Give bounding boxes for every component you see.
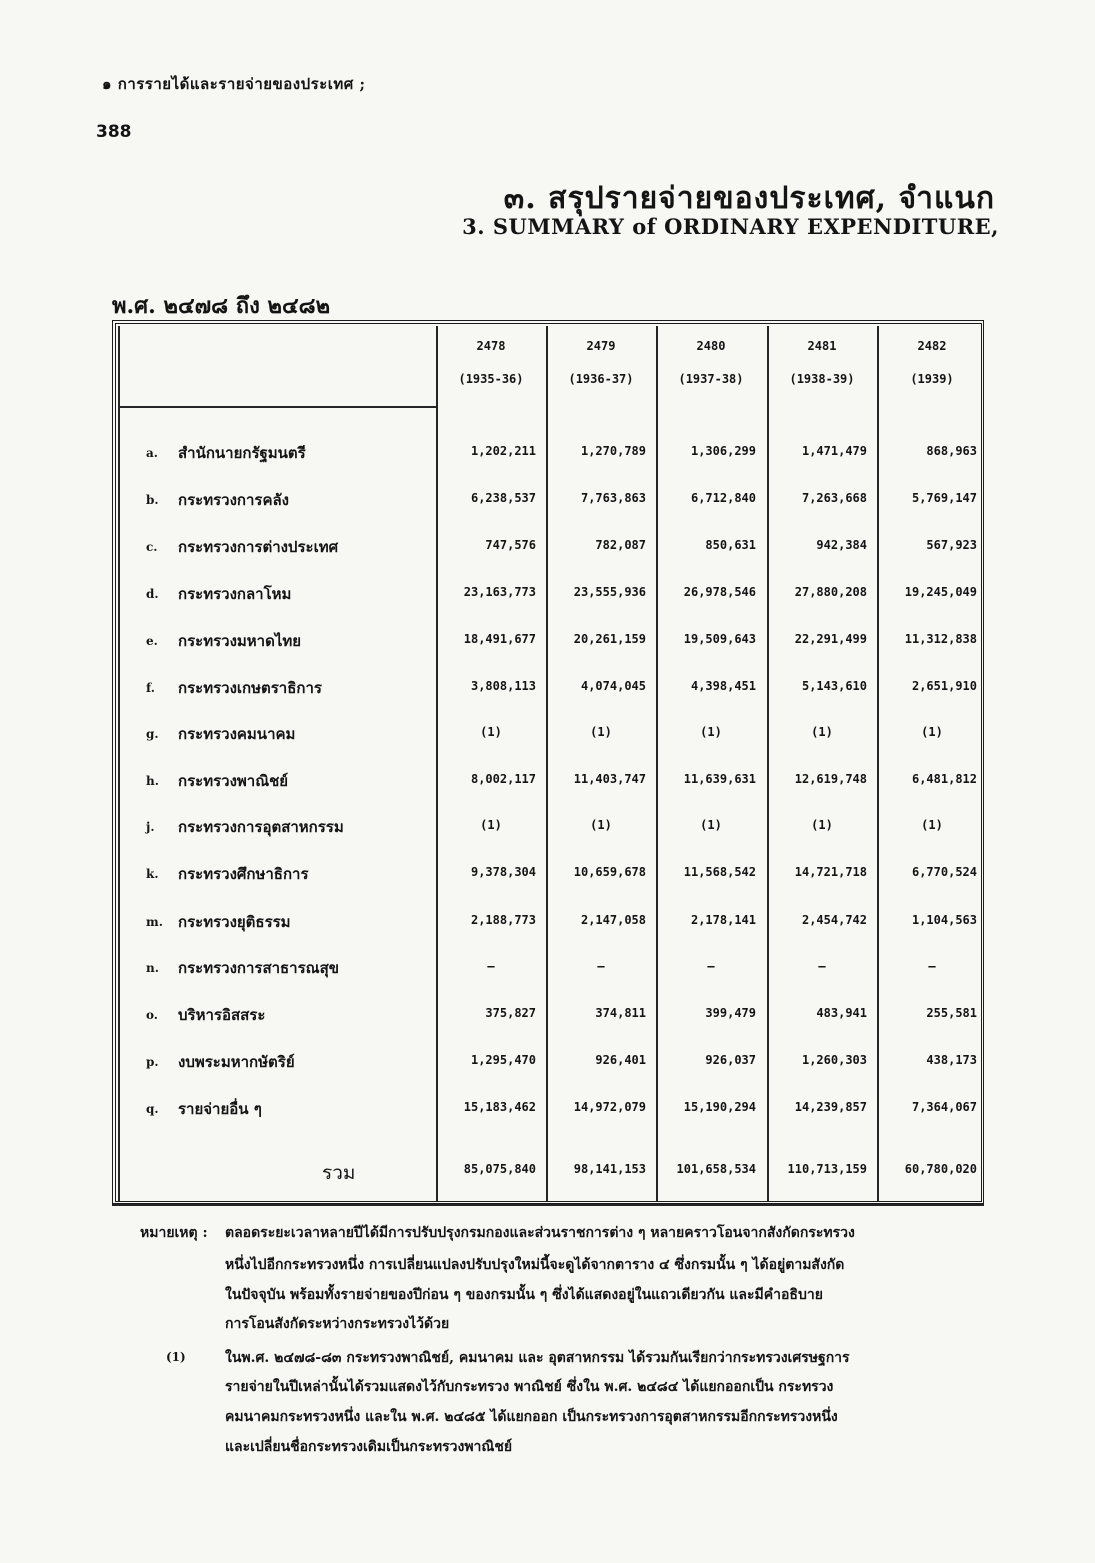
table-cell: 9,378,304 xyxy=(470,865,536,879)
table-cell: 18,491,677 xyxy=(463,632,536,646)
table-cell: 4,398,451 xyxy=(690,679,756,693)
table-inner-border xyxy=(118,326,120,1201)
table-cell: 483,941 xyxy=(816,1006,867,1020)
row-letter: f. xyxy=(146,681,155,695)
table-cell: 23,163,773 xyxy=(463,585,536,599)
total-cell: 110,713,159 xyxy=(787,1162,867,1176)
total-cell: 101,658,534 xyxy=(676,1162,756,1176)
footnote-marker: (1) xyxy=(166,1350,186,1364)
page-title-thai: ๓. สรุปรายจ่ายของประเทศ, จำแนก xyxy=(503,181,995,216)
row-label: กระทรวงเกษตราธิการ xyxy=(178,679,322,697)
notes-line: ตลอดระยะเวลาหลายปีได้มีการปรับปรุงกรมกองและส่วนราชการต่าง ๆ หลายคราวโอนจากสังกัดกระทรวง xyxy=(225,1225,855,1241)
table-cell: 11,403,747 xyxy=(573,772,646,786)
page-number: 388 xyxy=(96,122,132,142)
table-cell: 399,479 xyxy=(705,1006,756,1020)
table-cell: 15,190,294 xyxy=(683,1100,756,1114)
row-label: กระทรวงพาณิชย์ xyxy=(178,772,289,790)
row-label: กระทรวงยุติธรรม xyxy=(178,913,291,931)
table-cell: (1) xyxy=(921,725,943,739)
table-cell: 26,978,546 xyxy=(683,585,756,599)
row-label: กระทรวงคมนาคม xyxy=(178,725,296,743)
table-cell: 6,481,812 xyxy=(911,772,977,786)
table-cell: 7,364,067 xyxy=(911,1100,977,1114)
row-letter: e. xyxy=(146,634,158,648)
table-cell: 747,576 xyxy=(485,538,536,552)
row-letter: m. xyxy=(146,915,163,929)
footnote-line: ในพ.ศ. ๒๔๗๘-๘๓ กระทรวงพาณิชย์, คมนาคม และ อุตสาหกรรม ได้รวมกันเรียกว่ากระทรวงเศรษฐการ xyxy=(225,1350,850,1366)
year-header: 2481 xyxy=(807,339,837,353)
row-letter: n. xyxy=(146,961,159,975)
table-bottom-rule xyxy=(112,1204,984,1206)
table-cell: 23,555,936 xyxy=(573,585,646,599)
table-cell: 11,639,631 xyxy=(683,772,756,786)
footnote-line: คมนาคมกระทรวงหนึ่ง และใน พ.ศ. ๒๔๘๕ ได้แยกออก เป็นกระทรวงการอุตสาหกรรมอีกกระทรวงหนึ่ง xyxy=(225,1409,838,1425)
notes-heading: หมายเหตุ : xyxy=(140,1225,208,1241)
table-cell: 850,631 xyxy=(705,538,756,552)
table-cell: (1) xyxy=(480,818,502,832)
row-label: กระทรวงการอุตสาหกรรม xyxy=(178,818,344,836)
table-cell: 5,769,147 xyxy=(911,491,977,505)
total-cell: 85,075,840 xyxy=(463,1162,536,1176)
table-cell: 3,808,113 xyxy=(470,679,536,693)
year-span: (1936-37) xyxy=(568,372,634,386)
table-cell: 27,880,208 xyxy=(794,585,867,599)
table-cell: 1,295,470 xyxy=(470,1053,536,1067)
table-cell: 11,568,542 xyxy=(683,865,756,879)
notes-line: ในปัจจุบัน พร้อมทั้งรายจ่ายของปีก่อน ๆ ของกรมนั้น ๆ ซึ่งได้แสดงอยู่ในแถวเดียวกัน และมีคำอธิบาย xyxy=(225,1287,823,1303)
total-cell: 98,141,153 xyxy=(573,1162,646,1176)
row-label: รายจ่ายอื่น ๆ xyxy=(178,1100,262,1118)
table-cell: 375,827 xyxy=(485,1006,536,1020)
table-cell: 7,263,668 xyxy=(801,491,867,505)
row-label: กระทรวงกลาโหม xyxy=(178,585,292,603)
year-header: 2480 xyxy=(696,339,726,353)
table-cell: 19,245,049 xyxy=(904,585,977,599)
row-letter: j. xyxy=(146,820,155,834)
table-cell: (1) xyxy=(590,725,612,739)
table-cell: 1,471,479 xyxy=(801,444,867,458)
table-cell: 19,509,643 xyxy=(683,632,756,646)
row-letter: h. xyxy=(146,774,159,788)
row-letter: o. xyxy=(146,1008,158,1022)
table-cell: — xyxy=(818,959,826,973)
year-span: (1938-39) xyxy=(789,372,855,386)
year-header: 2478 xyxy=(476,339,506,353)
row-letter: k. xyxy=(146,867,159,881)
table-cell: 1,260,303 xyxy=(801,1053,867,1067)
notes-line: หนึ่งไปอีกกระทรวงหนึ่ง การเปลี่ยนแปลงปรับปรุงใหม่นี้จะดูได้จากตาราง ๔ ซึ่งกรมนั้น ๆ ได้อยู่ตามสังกัด xyxy=(225,1257,845,1273)
table-cell: 14,972,079 xyxy=(573,1100,646,1114)
row-label: กระทรวงการสาธารณสุข xyxy=(178,959,339,977)
table-cell: (1) xyxy=(590,818,612,832)
period-label: พ.ศ. ๒๔๗๘ ถึง ๒๔๘๒ xyxy=(112,293,331,319)
year-span: (1935-36) xyxy=(458,372,524,386)
table-cell: (1) xyxy=(480,725,502,739)
table-cell: 374,811 xyxy=(595,1006,646,1020)
year-span: (1937-38) xyxy=(678,372,744,386)
table-cell: 438,173 xyxy=(926,1053,977,1067)
row-label: กระทรวงศึกษาธิการ xyxy=(178,865,309,883)
table-cell: 868,963 xyxy=(926,444,977,458)
table-cell: 926,037 xyxy=(705,1053,756,1067)
row-label: กระทรวงการต่างประเทศ xyxy=(178,538,339,556)
year-header: 2479 xyxy=(586,339,616,353)
table-cell: 4,074,045 xyxy=(580,679,646,693)
table-cell: 15,183,462 xyxy=(463,1100,536,1114)
row-letter: q. xyxy=(146,1102,159,1116)
row-letter: d. xyxy=(146,587,159,601)
row-letter: b. xyxy=(146,493,159,507)
table-cell: — xyxy=(928,959,936,973)
table-cell: 255,581 xyxy=(926,1006,977,1020)
footnote-line: รายจ่ายในปีเหล่านั้นได้รวมแสดงไว้กับกระทรวง พาณิชย์ ซึ่งใน พ.ศ. ๒๔๘๔ ได้แยกออกเป็น กระทรวง xyxy=(225,1379,834,1395)
table-cell: 1,104,563 xyxy=(911,913,977,927)
table-cell: 1,270,789 xyxy=(580,444,646,458)
total-label: รวม xyxy=(322,1162,356,1184)
running-head: ๑ การรายได้และรายจ่ายของประเทศ ; xyxy=(102,75,366,93)
table-cell: 14,721,718 xyxy=(794,865,867,879)
table-cell: 14,239,857 xyxy=(794,1100,867,1114)
table-cell: (1) xyxy=(811,725,833,739)
table-cell: 20,261,159 xyxy=(573,632,646,646)
row-label: บริหารอิสสระ xyxy=(178,1006,266,1024)
row-label: งบพระมหากษัตริย์ xyxy=(178,1053,295,1071)
table-cell: 942,384 xyxy=(816,538,867,552)
footnote-line: และเปลี่ยนชื่อกระทรวงเดิมเป็นกระทรวงพาณิชย์ xyxy=(225,1439,513,1455)
table-cell: 6,238,537 xyxy=(470,491,536,505)
table-cell: 567,923 xyxy=(926,538,977,552)
table-cell: — xyxy=(707,959,715,973)
table-cell: (1) xyxy=(700,818,722,832)
table-cell: (1) xyxy=(700,725,722,739)
table-cell: 7,763,863 xyxy=(580,491,646,505)
row-label: กระทรวงมหาดไทย xyxy=(178,632,302,650)
table-cell: 1,306,299 xyxy=(690,444,756,458)
table-cell: 22,291,499 xyxy=(794,632,867,646)
table-cell: 782,087 xyxy=(595,538,646,552)
table-cell: 6,770,524 xyxy=(911,865,977,879)
table-cell: 12,619,748 xyxy=(794,772,867,786)
table-cell: 2,147,058 xyxy=(580,913,646,927)
table-cell: 2,651,910 xyxy=(911,679,977,693)
table-cell: 11,312,838 xyxy=(904,632,977,646)
table-cell: — xyxy=(597,959,605,973)
year-header: 2482 xyxy=(917,339,947,353)
table-cell: 6,712,840 xyxy=(690,491,756,505)
table-cell: 926,401 xyxy=(595,1053,646,1067)
table-cell: 2,454,742 xyxy=(801,913,867,927)
table-cell: 2,178,141 xyxy=(690,913,756,927)
table-cell: (1) xyxy=(811,818,833,832)
table-cell: 1,202,211 xyxy=(470,444,536,458)
table-cell: (1) xyxy=(921,818,943,832)
row-letter: p. xyxy=(146,1055,159,1069)
table-cell: — xyxy=(487,959,495,973)
row-letter: c. xyxy=(146,540,158,554)
row-label: กระทรวงการคลัง xyxy=(178,491,289,509)
table-cell: 8,002,117 xyxy=(470,772,536,786)
row-letter: a. xyxy=(146,446,158,460)
table-cell: 5,143,610 xyxy=(801,679,867,693)
header-divider xyxy=(118,406,436,408)
page-title-english: 3. SUMMARY of ORDINARY EXPENDITURE, xyxy=(462,214,999,239)
total-cell: 60,780,020 xyxy=(904,1162,977,1176)
table-cell: 10,659,678 xyxy=(573,865,646,879)
table-cell: 2,188,773 xyxy=(470,913,536,927)
year-span: (1939) xyxy=(910,372,954,386)
notes-line: การโอนสังกัดระหว่างกระทรวงไว้ด้วย xyxy=(225,1316,450,1332)
row-letter: g. xyxy=(146,727,159,741)
row-label: สำนักนายกรัฐมนตรี xyxy=(178,444,306,462)
